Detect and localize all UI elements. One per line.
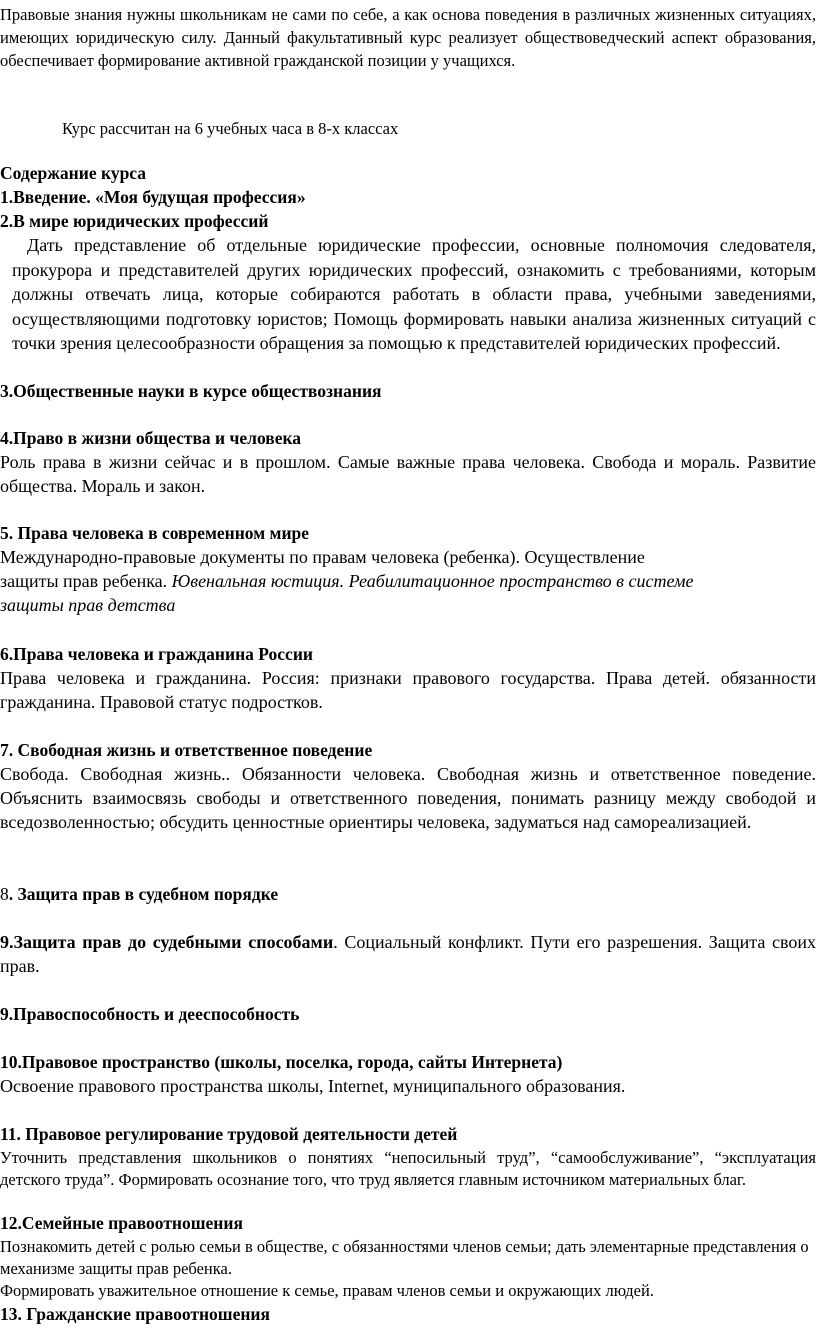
section-9a-text: . Социальный конфликт. Пути его разрешения. Защита своих прав. — [0, 932, 816, 976]
section-9a-block — [0, 930, 816, 978]
section-10-title: 10.Правовое пространство (школы, поселка, города, сайты Интернета) — [0, 1052, 563, 1072]
section-11-title: 11. Правовое регулирование трудовой деятельности детей — [0, 1124, 458, 1144]
section-8-title — [0, 882, 816, 906]
course-hours-note: Курс рассчитан на 6 учебных часа в 8-х классах — [62, 119, 399, 138]
section-2-title: 2.В мире юридических профессий — [0, 211, 269, 231]
section-8-number: 8 — [0, 884, 9, 904]
section-5-line-2 — [0, 569, 816, 593]
section-7-text: Свобода. Свободная жизнь.. Обязанности человека. Свободная жизнь и ответственное поведение. Объяснить взаимосвязь свободы и ответственного поведения, понимать разницу между свободой и вседозволенностью; обсудить ценностные ориентиры человека, задуматься над самореализацией. — [0, 764, 816, 832]
section-4-text: Роль права в жизни сейчас и в прошлом. Самые важные права человека. Свобода и мораль. Развитие общества. Мораль и закон. — [0, 452, 816, 496]
section-10-text: Освоение правового пространства школы, Internet, муниципального образования. — [0, 1076, 626, 1096]
section-5-title: 5. Права человека в современном мире — [0, 523, 310, 543]
section-3-title: 3.Общественные науки в курсе обществознания — [0, 381, 382, 401]
section-8-title-text: . Защита прав в судебном порядке — [8, 884, 279, 904]
section-13-title: 13. Гражданские правоотношения — [0, 1304, 270, 1324]
section-5-line-2-italic: Ювенальная юстиция. Реабилитационное пространство в системе — [171, 571, 694, 591]
section-5-line-3 — [0, 593, 816, 617]
contents-heading: Содержание курса — [0, 163, 147, 183]
section-6-title: 6.Права человека и гражданина России — [0, 644, 313, 664]
section-5-line-1: Международно-правовые документы по правам человека (ребенка). Осуществление — [0, 547, 645, 567]
section-5-line-2-plain: защиты прав ребенка. — [0, 571, 172, 591]
section-6-text: Права человека и гражданина. Россия: признаки правового государства. Права детей. обязанности гражданина. Правовой статус подростков. — [0, 668, 816, 712]
section-12-text-1: Познакомить детей с ролью семьи в обществе, с обязанностями членов семьи; дать элементарные представления о механизме защиты прав ребенка. — [0, 1237, 809, 1278]
section-9a-title: 9.Защита прав до судебными способами — [0, 932, 334, 952]
section-4-title: 4.Право в жизни общества и человека — [0, 428, 302, 448]
section-11-text: Уточнить представления школьников о понятиях “непосильный труд”, “самообслуживание”, “эксплуатация детского труда”. Формировать осознание того, что труд является главным источником материальных благ. — [0, 1148, 816, 1189]
section-12-text-2: Формировать уважительное отношение к семье, правам членов семьи и окружающих людей. — [0, 1281, 654, 1300]
section-12-title: 12.Семейные правоотношения — [0, 1213, 243, 1233]
section-2-text: Дать представление об отдельные юридические профессии, основные полномочия следователя, прокурора и представителей других юридических профессий, ознакомить с требованиями, которым должны отвечать лица, которые собираются работать в области права, учебными заведениями, осуществляющими подготовку юристов; Помощь формировать навыки анализа жизненных ситуаций с точки зрения целесообразности обращения за помощью к представителей юридических профессий. — [12, 235, 816, 353]
intro-paragraph: Правовые знания нужны школьникам не сами по себе, а как основа поведения в различных жизненных ситуациях, имеющих юридическую силу. Данный факультативный курс реализует обществоведческий аспект образования, обеспечивает формирование активной гражданской позиции у учащихся. — [0, 5, 816, 70]
section-1-title: 1.Введение. «Моя будущая профессия» — [0, 187, 306, 207]
section-5-text — [0, 545, 816, 617]
section-5-line-3-italic: защиты прав детства — [0, 595, 176, 615]
section-7-title: 7. Свободная жизнь и ответственное поведение — [0, 740, 373, 760]
section-9b-title: 9.Правоспособность и дееспособность — [0, 1004, 300, 1024]
